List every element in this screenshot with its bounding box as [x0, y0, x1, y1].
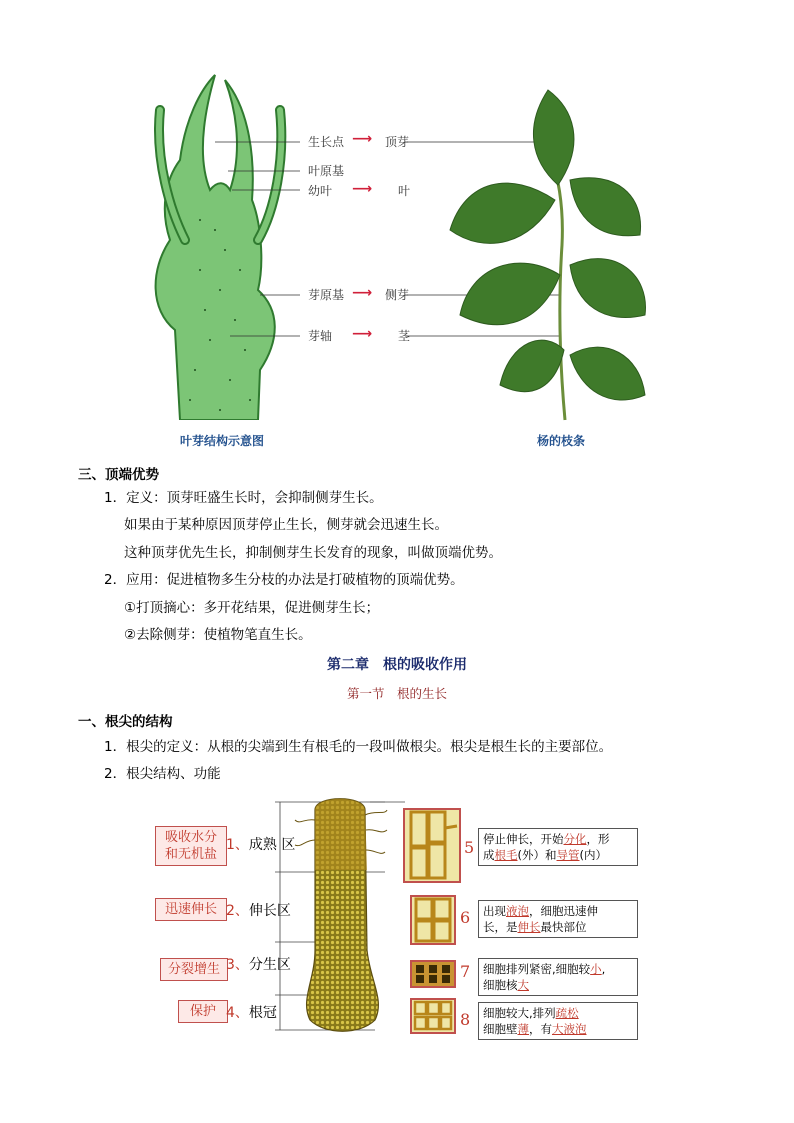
description-meristem: 细胞排列紧密,细胞较小, 细胞核大: [478, 958, 638, 996]
answer-root-hair: 根毛: [494, 848, 518, 862]
description-root-cap: 细胞较大,排列疏松 细胞壁薄，有大液泡: [478, 1002, 638, 1040]
description-elongation: 出现液泡，细胞迅速伸 长，是伸长最快部位: [478, 900, 638, 938]
function-rapid-elongation: 迅速伸长: [155, 898, 227, 921]
text-line: 2．根尖结构、功能: [104, 766, 221, 782]
region-root-cap: 4、根冠: [226, 1005, 277, 1021]
leaf-bud-figure: [140, 70, 660, 460]
caption-poplar-branch: 杨的枝条: [537, 434, 586, 448]
answer-thin: 薄: [517, 1022, 529, 1036]
poplar-branch-illustration: [440, 85, 660, 425]
text-line: 1．根尖的定义：从根的尖端到生有根毛的一段叫做根尖。根尖是根生长的主要部位。: [104, 739, 613, 755]
region-maturation: 1、成熟 区: [226, 837, 296, 853]
text-line: ②去除侧芽：使植物笔直生长。: [124, 627, 312, 643]
heading-root-tip-structure: 一、根尖的结构: [78, 714, 173, 730]
cell-number-5: 5: [464, 838, 475, 857]
arrow-icon: ⟶: [352, 181, 371, 197]
function-protection: 保护: [178, 1000, 228, 1023]
target-lateral-bud: 侧芽: [385, 288, 410, 302]
answer-large: 大: [517, 978, 529, 992]
cell-image-root-cap: [410, 998, 456, 1034]
label-growing-point: 生长点: [308, 135, 345, 149]
text-line: 如果由于某种原因顶芽停止生长，侧芽就会迅速生长。: [124, 517, 448, 533]
cell-number-6: 6: [460, 908, 471, 927]
answer-large-vacuole: 大液泡: [552, 1022, 587, 1036]
label-leaf-primordium: 叶原基: [308, 164, 345, 178]
answer-differentiation: 分化: [563, 832, 587, 846]
target-stem: 茎: [398, 329, 411, 343]
answer-vessel: 导管: [556, 848, 580, 862]
label-bud-primordium: 芽原基: [308, 288, 345, 302]
caption-leaf-bud: 叶芽结构示意图: [180, 434, 265, 448]
cell-image-meristem: [410, 960, 456, 988]
function-absorb-water-minerals: 吸收水分 和无机盐: [155, 826, 227, 866]
answer-small: 小: [590, 962, 602, 976]
text-line: 这种顶芽优先生长，抑制侧芽生长发育的现象，叫做顶端优势。: [124, 545, 502, 561]
arrow-icon: ⟶: [352, 131, 371, 147]
cell-image-maturation: [403, 808, 461, 883]
arrow-icon: ⟶: [352, 285, 371, 301]
section-title: 第一节 根的生长: [346, 686, 447, 701]
root-tip-diagram: [150, 790, 650, 1040]
region-elongation: 2、伸长区: [226, 903, 291, 919]
cell-number-8: 8: [460, 1010, 471, 1029]
target-leaf: 叶: [398, 184, 411, 198]
target-terminal-bud: 顶芽: [385, 135, 410, 149]
answer-vacuole: 液泡: [506, 904, 529, 918]
region-meristem: 3、分生区: [226, 957, 291, 973]
function-division: 分裂增生: [160, 958, 228, 981]
chapter-title: 第二章 根的吸收作用: [327, 657, 467, 673]
label-bud-axis: 芽轴: [308, 329, 333, 343]
text-line: 1．定义：顶芽旺盛生长时，会抑制侧芽生长。: [104, 490, 383, 506]
description-maturation: 停止伸长，开始分化，形 成根毛(外）和导管(内）: [478, 828, 638, 866]
arrow-icon: ⟶: [352, 326, 371, 342]
cell-number-7: 7: [460, 962, 471, 981]
heading-apical-dominance: 三、顶端优势: [78, 467, 159, 483]
label-young-leaf: 幼叶: [308, 184, 333, 198]
text-line: ①打顶摘心：多开花结果，促进侧芽生长；: [124, 600, 380, 616]
answer-elongation: 伸长: [517, 920, 541, 934]
answer-loose: 疏松: [555, 1006, 579, 1020]
cell-image-elongation: [410, 895, 456, 945]
text-line: 2．应用：促进植物多生分枝的办法是打破植物的顶端优势。: [104, 572, 464, 588]
